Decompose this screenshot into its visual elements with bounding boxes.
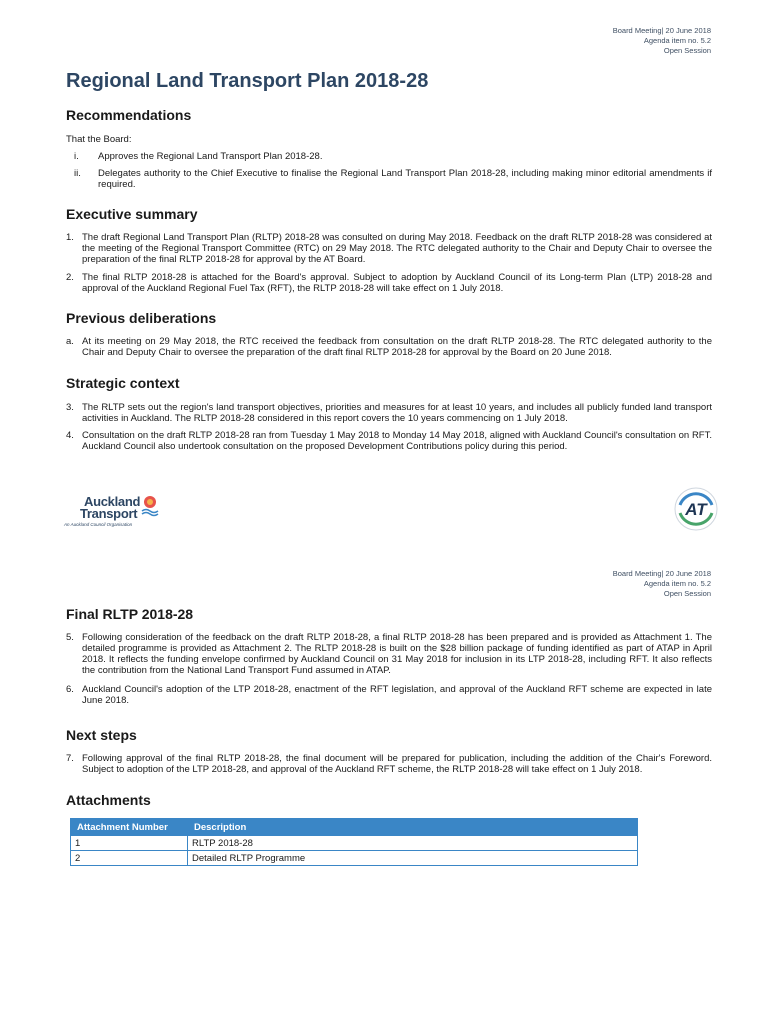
page1-meta <box>613 26 711 56</box>
item-text: Auckland Council's adoption of the LTP 2018-28, enactment of the RFT legislation, and approval of the Auckland RFT scheme are expected in late June 2018. <box>82 684 712 706</box>
attachments-table <box>70 818 638 866</box>
page2-meta <box>613 569 711 599</box>
meta-agenda: Agenda item no. 5.2 <box>643 579 711 588</box>
meta-meeting: Board Meeting| 20 June 2018 <box>612 569 711 578</box>
badge-text: AT <box>685 500 707 519</box>
item-text: Following consideration of the feedback on the draft RLTP 2018-28, a final RLTP 2018-28 has been prepared and is provided as Attachment 1. The detailed programme is provided as Attachment 2. The RLTP 2018-28 is built on the $28 billion package of funding identified as part of ATAP in April 2018. It reflects the funding envelope confirmed by Auckland Council on 31 May 2018 for inclusion in its LTP 2018-28, including RFT. It also reflects the contribution from the National Land Transport Fund assumed in ATAP. <box>82 632 712 676</box>
page-title: Regional Land Transport Plan 2018-28 <box>66 70 429 92</box>
item-text: The final RLTP 2018-28 is attached for the Board's approval. Subject to adoption by Auckland Council of its Long-term Plan (LTP) 2018-28 and approval of the Auckland Regional Fuel Tax (RFT), the RLTP 2018-28 will take effect on 1 July 2018. <box>82 272 712 294</box>
logo-line1: Auckland <box>84 494 141 509</box>
strategic-context-heading: Strategic context <box>66 375 180 391</box>
at-badge-icon <box>674 487 718 531</box>
item-text: Consultation on the draft RLTP 2018-28 ran from Tuesday 1 May 2018 to Monday 14 May 2018, aligned with Auckland Council's consultation on RFT. Auckland Council also undertook consultation on the proposed Development Contributions policy during this period. <box>82 430 712 452</box>
item-text: The RLTP sets out the region's land transport objectives, priorities and measures for at least 10 years, and includes all publicly funded land transport activities in Auckland. The RLTP 2018-28 considered in this report covers the 10 years commencing on 1 July 2018. <box>82 402 712 424</box>
previous-deliberations-heading: Previous deliberations <box>66 310 217 326</box>
table-cell: 2 <box>71 851 188 866</box>
flower-icon <box>140 494 160 518</box>
item-number: 5. <box>66 632 74 643</box>
item-text: At its meeting on 29 May 2018, the RTC received the feedback from consultation on the draft RLTP 2018-28. The RTC delegated authority to the Chair and Deputy Chair to oversee the preparation of the draft final RLTP 2018-28 for approval by the Board on 20 June 2018. <box>82 336 712 358</box>
item-number: 4. <box>66 430 74 441</box>
executive-summary-heading: Executive summary <box>66 206 198 222</box>
table-cell: RLTP 2018-28 <box>188 836 638 851</box>
meta-session: Open Session <box>663 46 711 55</box>
item-number: 7. <box>66 753 74 764</box>
item-number: a. <box>66 336 74 347</box>
meta-meeting: Board Meeting| 20 June 2018 <box>612 26 711 35</box>
next-steps-heading: Next steps <box>66 727 137 743</box>
item-text: Delegates authority to the Chief Executive to finalise the Regional Land Transport Plan 2018-28, including making minor editorial amendments if required. <box>98 168 712 190</box>
item-number: ii. <box>74 168 81 179</box>
final-rltp-heading: Final RLTP 2018-28 <box>66 606 194 622</box>
item-number: 3. <box>66 402 74 413</box>
column-header: Description <box>188 819 638 836</box>
item-text: The draft Regional Land Transport Plan (RLTP) 2018-28 was consulted on during May 2018. Feedback on the draft RLTP 2018-28 was considered at the meeting of the Regional Transport Committee (RTC) on 29 May 2018. The RTC delegated authority to the Chair and Deputy Chair to oversee the preparation of the final RLTP 2018-28 for approval by the AT Board. <box>82 232 712 265</box>
table-header-row <box>71 819 638 836</box>
item-text: Approves the Regional Land Transport Plan 2018-28. <box>98 151 323 162</box>
item-number: i. <box>74 151 79 162</box>
column-header: Attachment Number <box>71 819 188 836</box>
recommendations-heading: Recommendations <box>66 107 192 123</box>
logo-tagline: An Auckland Council Organisation <box>64 522 133 527</box>
item-number: 6. <box>66 684 74 695</box>
attachments-heading: Attachments <box>66 792 151 808</box>
item-text: Following approval of the final RLTP 2018-28, the final document will be prepared for publication, including the addition of the Chair's Foreword. Subject to adoption of the LTP 2018-28, and approval of the Auckland RFT scheme, the RLTP 2018-28 will take effect on 1 July 2018. <box>82 753 712 775</box>
meta-agenda: Agenda item no. 5.2 <box>643 36 711 45</box>
recommendations-intro: That the Board: <box>66 134 132 145</box>
meta-session: Open Session <box>663 589 711 598</box>
item-number: 1. <box>66 232 74 243</box>
table-cell: 1 <box>71 836 188 851</box>
table-row <box>71 851 638 866</box>
table-row <box>71 836 638 851</box>
table-cell: Detailed RLTP Programme <box>188 851 638 866</box>
item-number: 2. <box>66 272 74 283</box>
logo-line2: Transport <box>80 506 138 521</box>
